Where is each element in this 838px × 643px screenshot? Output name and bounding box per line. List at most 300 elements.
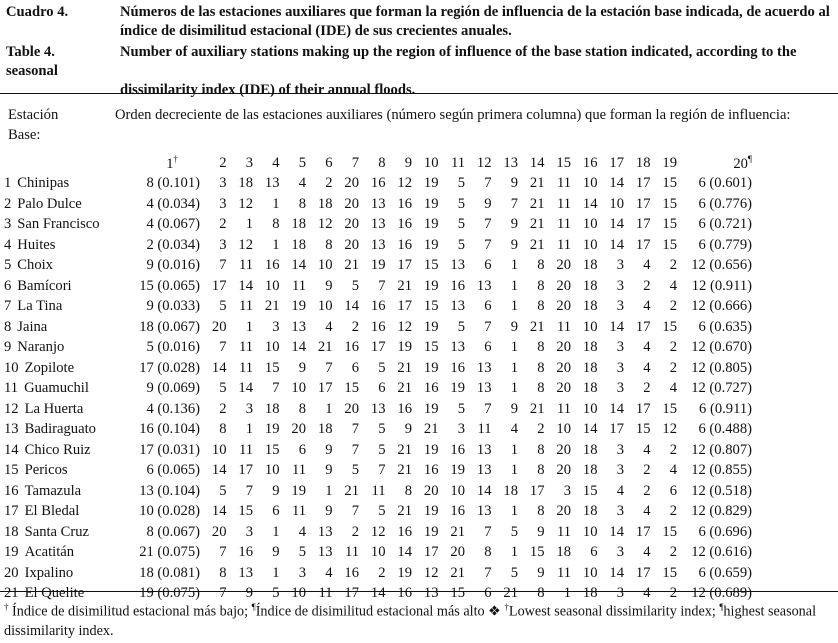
column-header: 8 [378,154,386,171]
station-cell-value: 12 [238,236,253,253]
station-cell-value: 11 [291,503,306,520]
station-cell-value: 3 [616,257,624,274]
first-station-cell: 9 (0.033) [146,298,200,315]
station-cell-value: 16 [264,257,280,274]
table-row [4,235,752,256]
station-cell-value: 8 [537,585,545,602]
station-cell-value: 16 [397,236,412,253]
station-cell-value: 5 [510,564,518,581]
station-cell-value: 20 [556,298,571,315]
station-cell-value: 16 [450,359,465,376]
station-cell-value: 11 [556,236,571,253]
table-row [4,194,752,215]
station-cell-value: 15 [662,523,677,540]
station-cell [4,276,108,297]
station-cell-value: 21 [397,380,412,397]
column-header: 6 [325,154,333,171]
station-cell-value: 13 [423,585,439,602]
last-station-cell: 6 (0.696) [698,523,752,540]
station-name: San Francisco [17,216,100,233]
station-cell-value: 13 [317,523,333,540]
station-cell-value: 13 [370,195,386,212]
station-name: Guamuchil [24,380,89,397]
station-number: 12 [4,400,19,417]
first-station-cell: 2 (0.034) [146,236,200,253]
station-cell-value: 16 [450,277,465,294]
first-station-cell: 5 (0.016) [146,339,200,356]
station-cell [4,379,108,400]
station-cell-value: 13 [476,462,492,479]
station-cell [4,399,108,420]
station-cell-value: 7 [351,503,359,520]
station-cell-value: 17 [635,318,651,335]
first-station-cell: 4 (0.136) [146,400,200,417]
station-cell-value: 18 [582,441,598,458]
station-cell-value: 16 [423,462,439,479]
station-cell-value: 7 [484,236,492,253]
station-cell-value: 14 [609,318,624,335]
station-cell-value: 5 [378,421,386,438]
station-cell-value: 17 [635,564,651,581]
station-name: Ixpalino [24,564,74,581]
table-row [4,502,752,523]
first-station-cell: 19 (0.075) [139,585,200,602]
station-cell-value: 3 [616,544,624,561]
station-name: Chico Ruiz [24,441,91,458]
station-cell-value: 19 [397,339,412,356]
station-cell-value: 7 [351,421,359,438]
dagger-mark: † [504,602,509,612]
table-row [4,317,752,338]
station-cell-value: 20 [556,462,571,479]
column-header: 16 [582,154,598,171]
station-cell-value: 14 [476,482,492,499]
station-cell [4,317,108,338]
station-cell-value: 12 [370,523,386,540]
station-cell-value: 17 [635,195,651,212]
first-station-cell: 15 (0.065) [139,277,200,294]
station-cell-value: 8 [537,359,545,376]
last-station-cell: 6 (0.911) [699,400,752,417]
table-row [4,358,752,379]
station-cell-value: 18 [582,298,598,315]
station-cell-value: 5 [510,523,518,540]
station-number: 20 [4,564,19,581]
last-station-cell: 12 (0.666) [691,298,752,315]
station-cell-value: 10 [317,257,333,274]
station-cell-value: 15 [662,564,677,581]
station-cell-value: 1 [510,277,518,294]
station-cell-value: 11 [556,175,571,192]
station-cell-value: 2 [537,421,545,438]
station-cell-value: 2 [643,380,651,397]
station-cell-value: 10 [582,564,598,581]
empty-cell [4,153,108,174]
station-cell-value: 13 [476,359,492,376]
station-cell-value: 3 [298,564,306,581]
station-name: Pericos [24,462,68,479]
first-station-cell: 17 (0.028) [139,359,200,376]
station-cell-value: 8 [484,544,492,561]
station-cell-value: 7 [378,462,386,479]
station-cell-value: 1 [510,257,518,274]
table-row [4,174,752,195]
last-station-cell: 12 (0.656) [691,257,752,274]
station-number: 3 [4,216,12,233]
station-cell-value: 4 [643,257,651,274]
station-cell-value: 11 [371,482,386,499]
station-cell-value: 2 [669,257,677,274]
station-cell-value: 7 [219,544,227,561]
station-cell-value: 3 [616,359,624,376]
station-cell-value: 8 [537,277,545,294]
station-cell-value: 8 [537,298,545,315]
station-cell-value: 15 [344,380,359,397]
station-cell-value: 10 [370,544,386,561]
station-cell-value: 19 [423,175,439,192]
station-cell-value: 2 [643,462,651,479]
caption-text: Number of auxiliary stations making up the region of influence of the base station indicated, according to the seasonal [6,44,797,79]
station-cell-value: 19 [423,236,439,253]
station-cell-value: 15 [450,585,465,602]
station-cell-value: 17 [238,462,253,479]
station-cell-value: 1 [510,462,518,479]
station-cell-value: 19 [397,564,412,581]
station-cell-value: 12 [317,216,333,233]
station-cell-value: 9 [325,441,333,458]
station-cell-value: 17 [423,544,439,561]
station-cell-value: 14 [609,175,624,192]
station-cell-value: 3 [616,380,624,397]
station-cell-value: 7 [272,380,280,397]
station-cell-value: 9 [272,544,280,561]
station-cell-value: 18 [582,380,598,397]
station-cell [4,420,108,441]
station-cell-value: 16 [397,585,412,602]
station-cell-value: 11 [556,523,571,540]
station-cell-value: 18 [238,175,253,192]
station-cell-value: 21 [344,482,359,499]
station-cell-value: 17 [635,175,651,192]
column-header: 15 [556,154,571,171]
dagger-mark: † [4,602,9,612]
footnote-text: highest seasonal dissimilarity index. [4,603,817,639]
station-cell-value: 8 [325,236,333,253]
station-cell-value: 14 [291,257,306,274]
station-cell-value: 9 [245,585,253,602]
station-cell-value: 10 [582,236,598,253]
station-cell-value: 20 [211,523,227,540]
station-cell-value: 19 [423,441,439,458]
station-cell-value: 18 [582,462,598,479]
first-station-cell: 4 (0.034) [146,195,200,212]
pilcrow-mark: ¶ [747,153,752,164]
station-cell-value: 11 [238,298,253,315]
station-cell-value: 10 [556,421,571,438]
station-cell-value: 20 [211,318,227,335]
station-cell-value: 19 [450,380,465,397]
station-number: 5 [4,257,12,274]
station-cell-value: 2 [378,564,386,581]
station-cell-value: 16 [423,380,439,397]
station-cell-value: 4 [669,380,677,397]
station-cell-value: 4 [669,462,677,479]
station-cell-value: 3 [616,277,624,294]
station-cell-value: 13 [317,544,333,561]
station-cell-value: 17 [397,298,412,315]
top-rule [0,93,838,94]
station-cell-value: 6 [484,339,492,356]
column-header: 9 [404,154,412,171]
station-cell-value: 18 [582,257,598,274]
station-cell-value: 8 [219,564,227,581]
station-cell-value: 1 [272,195,280,212]
station-cell-value: 20 [556,441,571,458]
station-cell-value: 16 [397,216,412,233]
station-cell-value: 8 [219,421,227,438]
first-station-cell: 8 (0.067) [146,523,200,540]
station-cell-value: 11 [238,257,253,274]
station-cell-value: 4 [643,441,651,458]
station-cell-value: 9 [325,277,333,294]
station-cell-value: 14 [397,544,412,561]
station-cell [4,502,108,523]
station-cell-value: 17 [635,236,651,253]
last-station-cell: 12 (0.911) [691,277,752,294]
station-cell-value: 12 [238,195,253,212]
station-cell-value: 9 [510,318,518,335]
station-cell-value: 20 [291,421,306,438]
last-station-cell: 6 (0.635) [698,318,752,335]
station-cell-value: 11 [344,544,359,561]
station-cell-value: 16 [344,564,359,581]
table-row [4,399,752,420]
station-cell-value: 14 [609,236,624,253]
station-cell-value: 20 [450,544,465,561]
station-cell-value: 12 [662,421,677,438]
station-cell-value: 12 [397,175,412,192]
station-cell-value: 19 [291,298,306,315]
station-name: Jaina [17,318,48,335]
station-cell-value: 17 [397,257,412,274]
station-cell-value: 13 [476,441,492,458]
station-cell-value: 18 [582,503,598,520]
station-name: Choix [17,257,53,274]
station-cell-value: 19 [450,462,465,479]
station-cell-value: 19 [264,421,280,438]
footnote [4,598,834,641]
station-name: El Bledal [24,503,80,520]
station-cell-value: 6 [298,441,306,458]
station-cell-value: 11 [238,339,253,356]
table-row [4,297,752,318]
station-cell-value: 8 [537,257,545,274]
station-cell-value: 21 [397,277,412,294]
column-header: 11 [450,154,465,171]
station-cell-value: 5 [219,482,227,499]
caption-english [6,43,834,100]
station-cell-value: 6 [484,257,492,274]
station-cell-value: 6 [378,380,386,397]
station-cell-value: 3 [616,503,624,520]
station-cell [4,256,108,277]
station-cell-value: 11 [238,359,253,376]
station-cell-value: 3 [616,298,624,315]
station-cell-value: 20 [556,257,571,274]
last-station-cell: 12 (0.805) [691,359,752,376]
station-cell-value: 5 [378,503,386,520]
station-cell-value: 11 [556,564,571,581]
station-cell-value: 9 [510,216,518,233]
station-cell-value: 19 [423,400,439,417]
station-cell-value: 3 [616,441,624,458]
station-cell-value: 13 [291,318,306,335]
station-cell-value: 14 [370,585,386,602]
station-cell-value: 7 [484,175,492,192]
station-name: Palo Dulce [17,195,82,212]
footnote-text: Índice de disimilitud estacional más alto ❖ [255,603,505,620]
station-cell-value: 10 [264,339,280,356]
station-cell-value: 6 [590,544,598,561]
station-cell-value: 16 [238,544,253,561]
station-cell-value: 15 [662,318,677,335]
station-cell-value: 20 [344,236,359,253]
station-cell-value: 2 [351,318,359,335]
station-cell-value: 2 [643,482,651,499]
caption-text: Números de las estaciones auxiliares que forman la región de influencia de la estación base indicada, de acuerdo al [120,4,830,20]
station-cell-value: 10 [582,175,598,192]
station-cell-value: 3 [563,482,571,499]
station-number: 8 [4,318,12,335]
station-cell-value: 11 [556,216,571,233]
station-cell-value: 18 [264,400,280,417]
station-cell-value: 4 [643,298,651,315]
station-cell-value: 10 [211,441,227,458]
station-cell-value: 5 [457,216,465,233]
station-cell-value: 14 [582,421,598,438]
station-cell-value: 21 [317,339,333,356]
station-cell-value: 5 [457,318,465,335]
pilcrow-mark: ¶ [719,602,724,612]
station-cell-value: 21 [450,564,465,581]
station-cell-value: 5 [219,380,227,397]
footnote-text: Índice de disimilitud estacional más bajo; [8,603,252,620]
station-name: El Quelite [24,585,85,602]
station-cell-value: 4 [643,339,651,356]
station-cell-value: 1 [245,216,253,233]
station-cell-value: 10 [609,195,624,212]
station-cell-value: 13 [264,175,280,192]
last-station-cell: 6 (0.488) [698,421,752,438]
station-number: 7 [4,298,12,315]
station-cell-value: 18 [317,195,333,212]
station-cell-value: 13 [370,216,386,233]
station-cell-value: 3 [272,318,280,335]
station-cell-value: 9 [325,462,333,479]
station-cell-value: 14 [211,359,227,376]
column-header: 3 [245,154,253,171]
first-station-cell: 17 (0.031) [139,441,200,458]
station-cell-value: 6 [272,503,280,520]
station-cell-value: 3 [245,400,253,417]
station-cell-value: 14 [582,195,598,212]
station-cell-value: 4 [298,175,306,192]
station-cell-value: 11 [477,421,492,438]
station-cell-value: 19 [423,503,439,520]
last-station-cell: 6 (0.601) [698,175,752,192]
station-cell-value: 2 [669,441,677,458]
station-name: Chinipas [17,175,70,192]
station-number: 2 [4,195,12,212]
station-cell-value: 1 [325,482,333,499]
station-cell-value: 21 [397,441,412,458]
station-cell-value: 20 [344,195,359,212]
station-cell-value: 18 [582,585,598,602]
station-cell-value: 9 [510,175,518,192]
station-cell-value: 18 [317,421,333,438]
station-cell-value: 5 [457,400,465,417]
station-cell-value: 17 [317,380,333,397]
station-number: 16 [4,482,19,499]
first-station-cell: 21 (0.075) [139,544,200,561]
station-cell-value: 2 [351,523,359,540]
station-cell [4,358,108,379]
station-cell-value: 5 [219,298,227,315]
station-cell-value: 15 [662,216,677,233]
station-cell-value: 1 [510,339,518,356]
station-cell-value: 3 [245,523,253,540]
station-cell-value: 17 [344,585,359,602]
table-row [4,563,752,584]
station-cell-value: 20 [423,482,439,499]
station-cell-value: 13 [450,298,465,315]
station-cell-value: 14 [238,380,253,397]
station-cell-value: 13 [476,380,492,397]
station-cell-value: 15 [423,298,439,315]
station-cell-value: 7 [378,277,386,294]
station-number: 19 [4,544,19,561]
table-row [4,276,752,297]
station-cell-value: 4 [643,585,651,602]
column-header-row [4,153,752,174]
station-cell-value: 6 [669,482,677,499]
station-cell-value: 15 [662,195,677,212]
station-cell [4,440,108,461]
last-station-cell: 6 (0.721) [698,216,752,233]
station-cell-value: 21 [529,236,545,253]
station-cell-value: 8 [537,380,545,397]
station-cell-value: 21 [397,462,412,479]
station-cell-value: 14 [238,277,253,294]
station-cell-value: 3 [616,462,624,479]
station-name: La Tina [17,298,63,315]
station-cell-value: 4 [669,277,677,294]
first-station-cell: 18 (0.067) [139,318,200,335]
station-cell-value: 6 [351,359,359,376]
station-name: Zopilote [24,359,75,376]
header-station: Estación [8,107,59,123]
station-cell-value: 20 [344,216,359,233]
station-cell-value: 2 [219,216,227,233]
station-cell-value: 16 [370,298,386,315]
station-cell-value: 2 [669,585,677,602]
station-cell-value: 10 [291,380,306,397]
station-cell-value: 8 [537,339,545,356]
station-cell-value: 7 [219,257,227,274]
station-cell-value: 17 [635,523,651,540]
bottom-rule [0,591,838,592]
first-station-cell: 18 (0.081) [139,564,200,581]
